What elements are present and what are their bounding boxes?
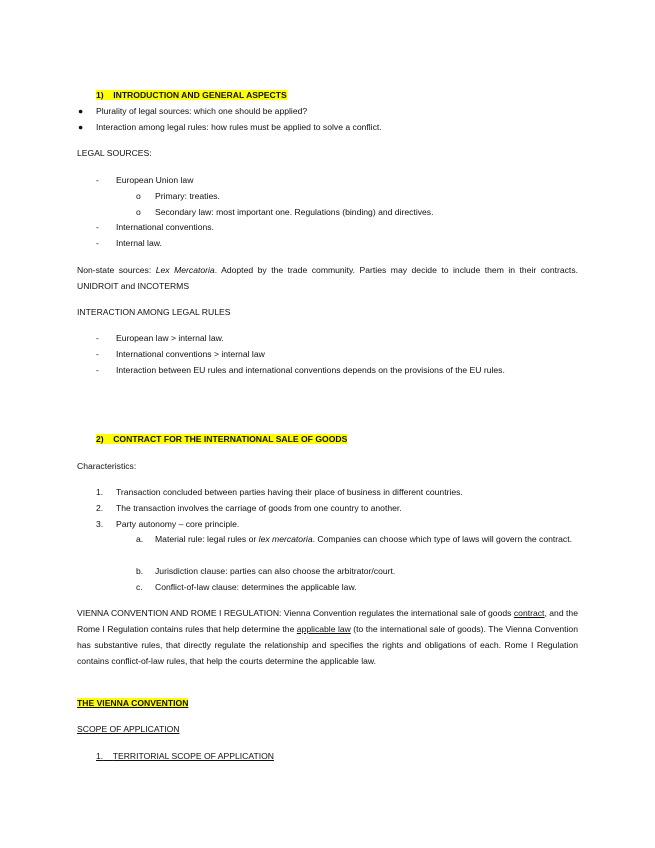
sub-marker: o — [136, 207, 141, 217]
characteristic-item: Party autonomy – core principle. — [116, 519, 240, 529]
eu-law-item: European Union law — [116, 175, 194, 185]
lex-mercatoria-italic: lex mercatoria — [258, 534, 313, 544]
legal-sources-heading: LEGAL SOURCES: — [77, 148, 152, 158]
lex-mercatoria-term: Lex Mercatoria — [155, 265, 215, 275]
section-2-number: 2) — [96, 434, 104, 444]
dash-marker: - — [96, 222, 99, 232]
non-state-lead: Non-state sources: — [77, 265, 156, 275]
vienna-rome-paragraph — [77, 605, 578, 669]
territorial-title: TERRITORIAL SCOPE OF APPLICATION — [112, 751, 274, 761]
territorial-number: 1. — [96, 751, 104, 761]
secondary-item: Secondary law: most important one. Regulations (binding) and directives. — [155, 207, 434, 217]
interaction-item: Interaction between EU rules and international conventions depends on the provisions of the EU rules. — [116, 365, 505, 375]
primary-item: Primary: treaties. — [155, 191, 220, 201]
conflict-of-law-item: Conflict-of-law clause: determines the applicable law. — [155, 582, 357, 592]
vienna-text-3: (to the international sale of goods). The Vienna Convention has substantive rules, that directly regulate the relationship and specifies the rights and obligations of each. Rome I Regulation contains conflict-of-law rules, that help the courts determine the applicable law. — [77, 624, 578, 666]
intl-conventions-item: International conventions. — [116, 222, 214, 232]
vienna-convention-heading — [77, 695, 188, 711]
non-state-paragraph — [77, 262, 578, 294]
jurisdiction-item: Jurisdiction clause: parties can also choose the arbitrator/court. — [155, 566, 396, 576]
bullet-item: Plurality of legal sources: which one should be applied? — [96, 106, 308, 116]
material-rule-rest: . Companies can choose which type of laws will govern the contract. — [312, 534, 572, 544]
characteristics-heading: Characteristics: — [77, 461, 137, 471]
dash-marker: - — [96, 349, 99, 359]
sub-letter: a. — [136, 534, 144, 544]
vienna-text-1: VIENNA CONVENTION AND ROME I REGULATION: Vienna Convention regulates the international sale of goods — [77, 608, 514, 618]
dash-marker: - — [96, 365, 99, 375]
section-2-title: CONTRACT FOR THE INTERNATIONAL SALE OF GOODS — [113, 434, 348, 444]
material-rule-item — [155, 531, 578, 547]
non-state-rest: . Adopted by the trade community. Parties may decide to include them in their contracts. UNIDROIT and INCOTERMS — [77, 265, 579, 291]
dash-marker: - — [96, 175, 99, 185]
section-1-number: 1) — [96, 90, 104, 100]
material-rule-text: Material rule: legal rules or — [155, 534, 259, 544]
bullet-marker: ● — [78, 122, 84, 132]
interaction-item: International conventions > internal law — [116, 349, 265, 359]
section-1-title: INTRODUCTION AND GENERAL ASPECTS — [113, 90, 287, 100]
characteristic-item: Transaction concluded between parties having their place of business in different countries. — [116, 487, 463, 497]
section-2-heading — [96, 431, 347, 447]
list-number: 1. — [96, 487, 104, 497]
characteristic-item: The transaction involves the carriage of goods from one country to another. — [116, 503, 402, 513]
bullet-item: Interaction among legal rules: how rules must be applied to solve a conflict. — [96, 122, 382, 132]
dash-marker: - — [96, 238, 99, 248]
interaction-item: European law > internal law. — [116, 333, 224, 343]
sub-marker: o — [136, 191, 141, 201]
interaction-heading: INTERACTION AMONG LEGAL RULES — [77, 307, 231, 317]
territorial-heading — [96, 748, 274, 764]
list-number: 2. — [96, 503, 104, 513]
applicable-law-underlined: applicable law — [296, 624, 351, 634]
list-number: 3. — [96, 519, 104, 529]
scope-heading: SCOPE OF APPLICATION — [77, 724, 180, 734]
internal-law-item: Internal law. — [116, 238, 162, 248]
vienna-text-2: , and the Rome I Regulation contains rules that help determine the — [77, 608, 578, 634]
contract-underlined: contract — [513, 608, 545, 618]
dash-marker: - — [96, 333, 99, 343]
vienna-convention-title: THE VIENNA CONVENTION — [77, 698, 189, 708]
sub-letter: c. — [136, 582, 143, 592]
sub-letter: b. — [136, 566, 144, 576]
bullet-marker: ● — [78, 106, 84, 116]
section-1-heading — [96, 87, 287, 103]
